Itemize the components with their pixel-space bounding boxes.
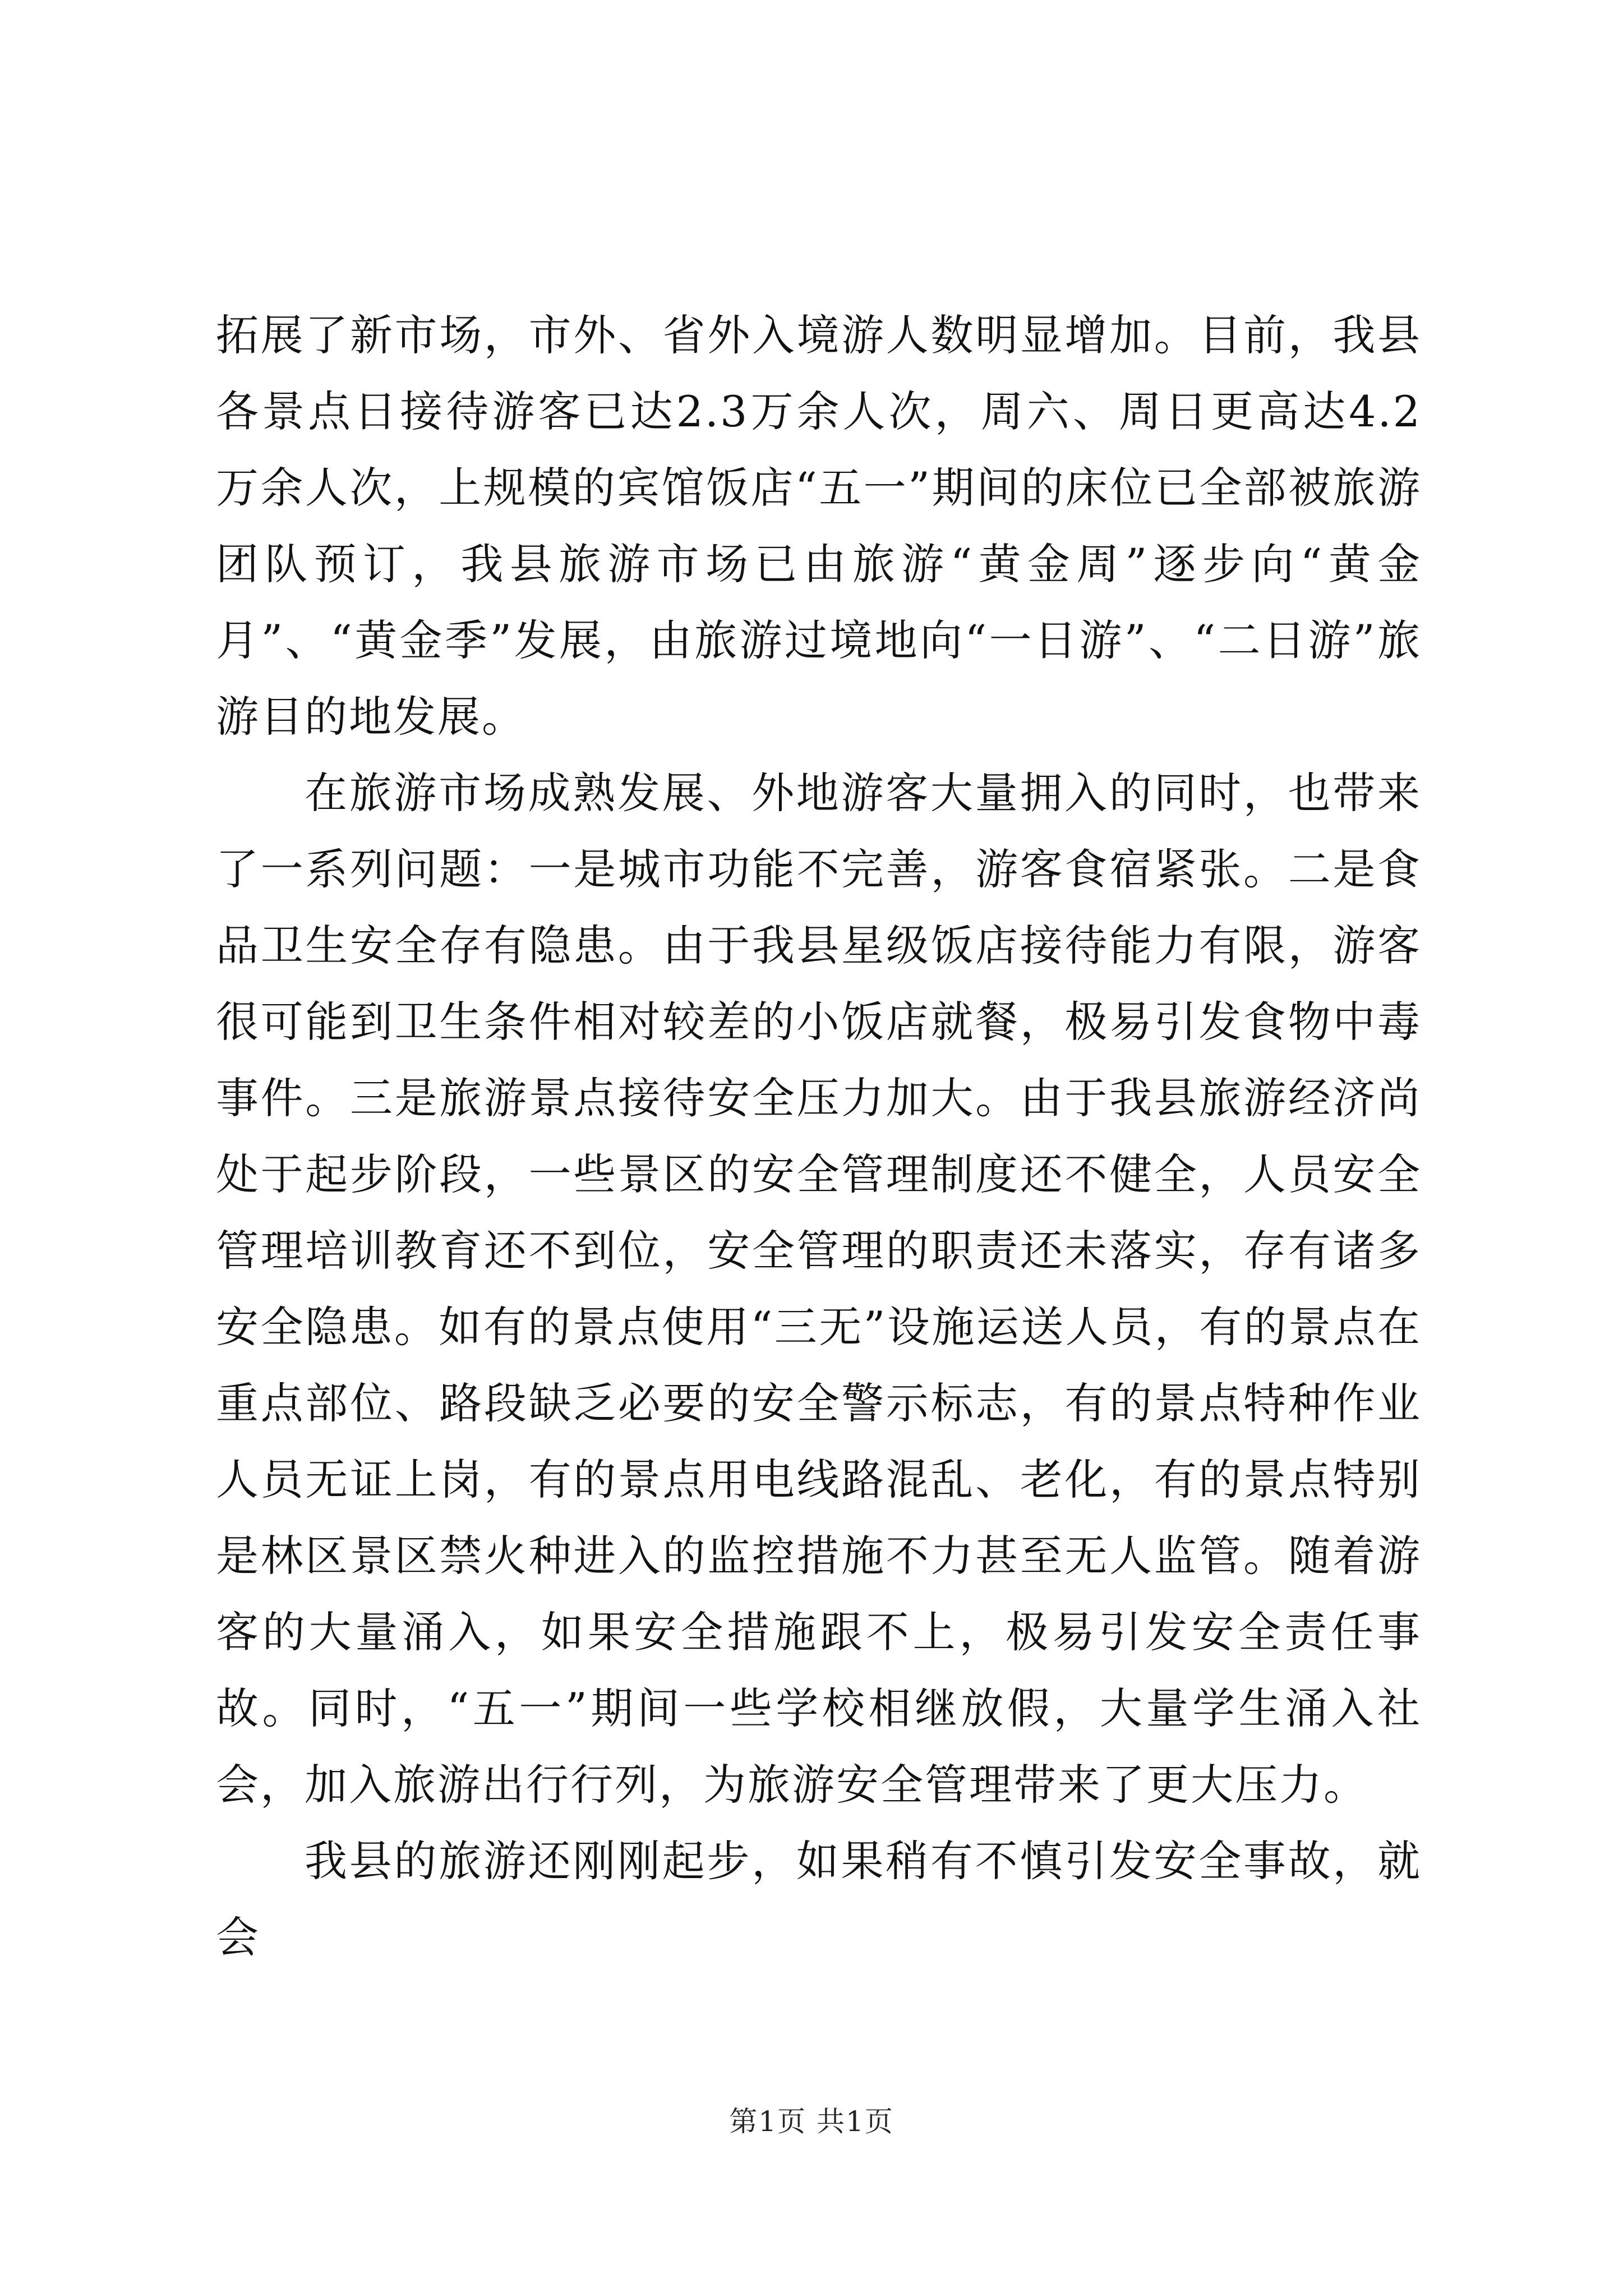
paragraph-tourism-problems: 在旅游市场成熟发展、外地游客大量拥入的同时，也带来了一系列问题：一是城市功能不完善，游客食宿紧张。二是食品卫生安全存有隐患。由于我县星级饭店接待能力有限，游客很可能到卫生条件相对较差的小饭店就餐，极易引发食物中毒事件。三是旅游景点接待安全压力加大。由于我县旅游经济尚处于起步阶段，一些景区的安全管理制度还不健全，人员安全管理培训教育还不到位，安全管理的职责还未落实，存有诸多安全隐患。如有的景点使用“三无”设施运送人员，有的景点在重点部位、路段缺乏必要的安全警示标志，有的景点特种作业人员无证上岗，有的景点用电线路混乱、老化，有的景点特别是林区景区禁火种进入的监控措施不力甚至无人监管。随着游客的大量涌入，如果安全措施跟不上，极易引发安全责任事故。同时，“五一”期间一些学校相继放假，大量学生涌入社会，加入旅游出行行列，为旅游安全管理带来了更大压力。	[216, 768, 1422, 1810]
paragraph-continuation: 拓展了新市场，市外、省外入境游人数明显增加。目前，我县各景点日接待游客已达2.3万余人次，周六、周日更高达4.2万余人次，上规模的宾馆饭店“五一”期间的床位已全部被旅游团队预订，我县旅游市场已由旅游“黄金周”逐步向“黄金月”、“黄金季”发展，由旅游过境地向“一日游”、“二日游”旅游目的地发展。	[216, 310, 1422, 742]
page-number-footer: 第1页 共1页	[729, 2105, 894, 2138]
paragraph-safety-warning: 我县的旅游还刚刚起步，如果稍有不慎引发安全事故，就会	[216, 1836, 1422, 1962]
document-body	[216, 297, 1422, 1976]
